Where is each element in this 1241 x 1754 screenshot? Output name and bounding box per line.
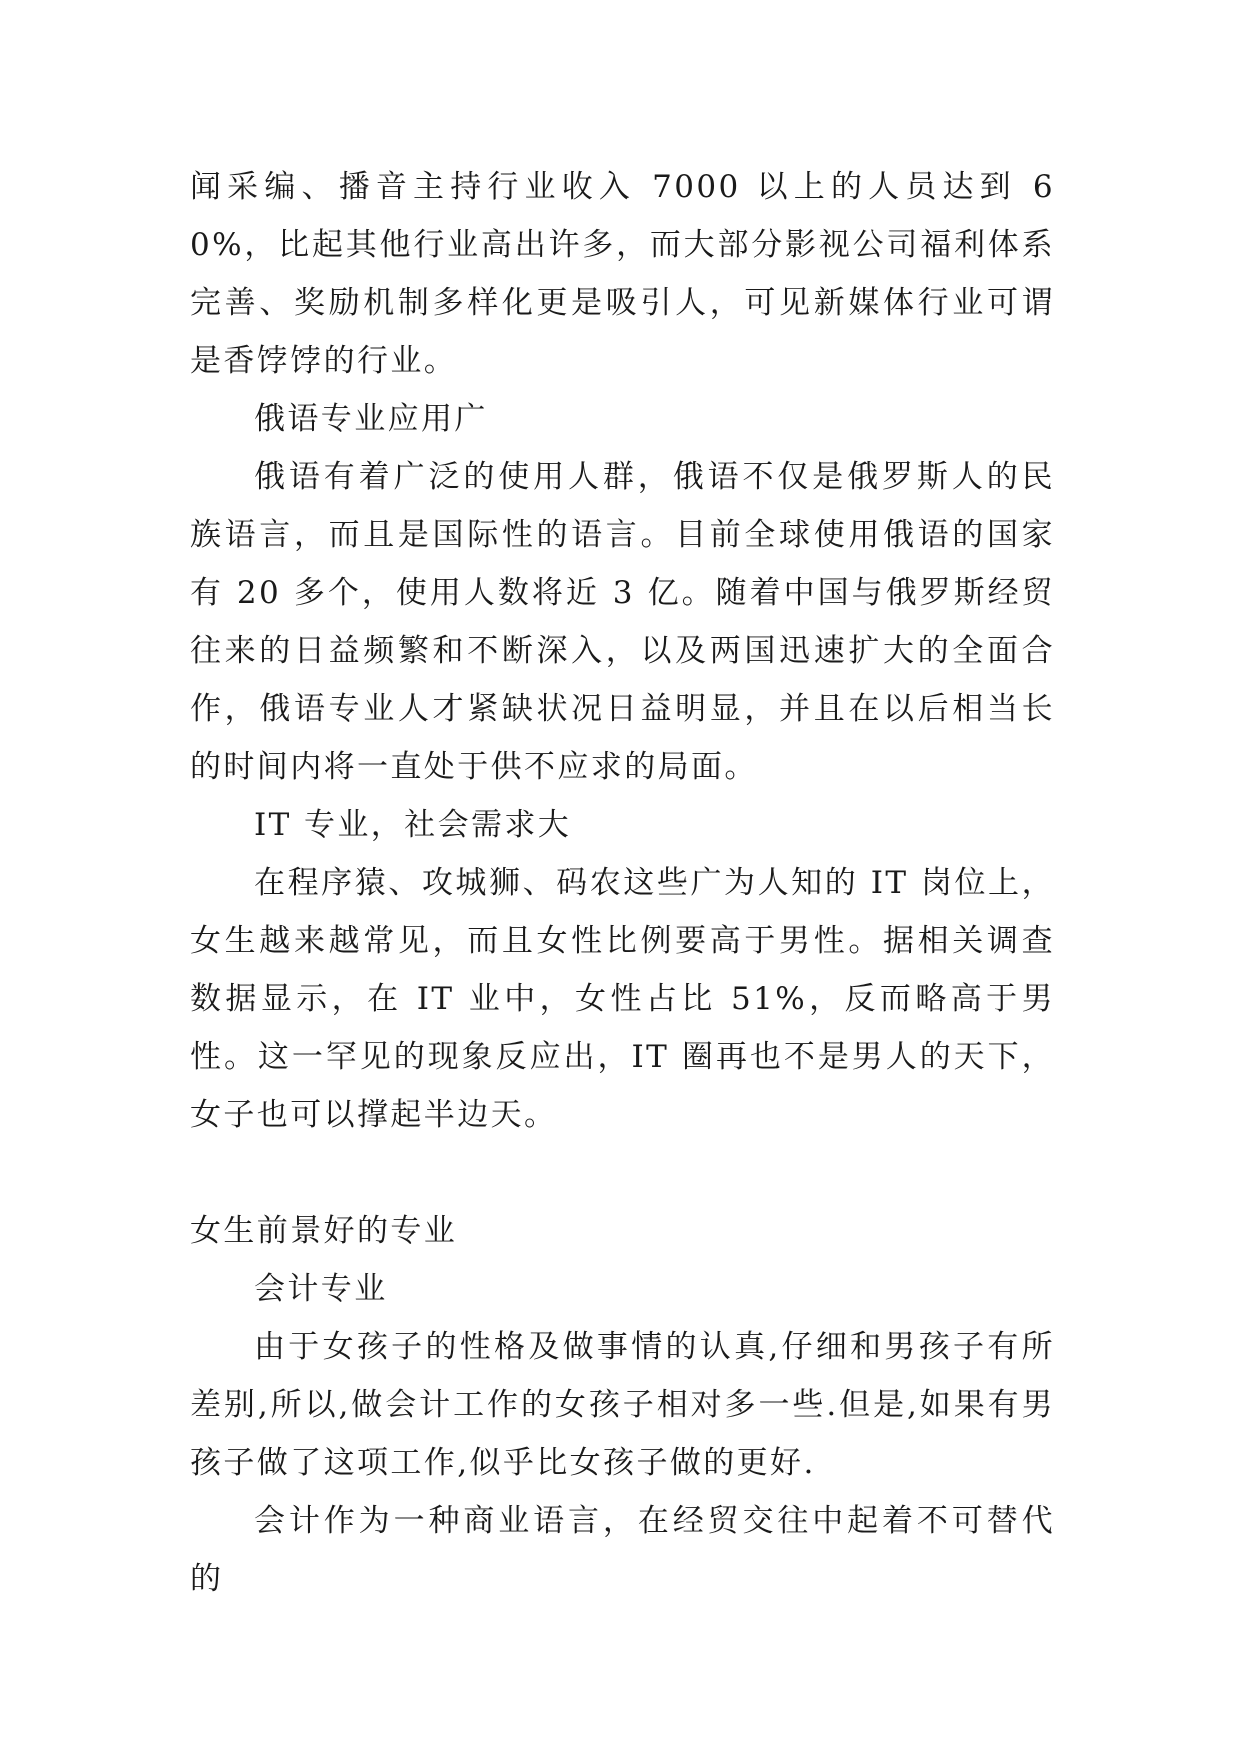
paragraph-russian-major: 俄语有着广泛的使用人群，俄语不仅是俄罗斯人的民族语言，而且是国际性的语言。目前全球使用俄语的国家有 20 多个，使用人数将近 3 亿。随着中国与俄罗斯经贸往来的日益频繁和不断深入，以及两国迅速扩大的全面合作，俄语专业人才紧缺状况日益明显，并且在以后相当长的时间内将一直处于供不应求的局面。 [190,459,1055,785]
paragraph-new-media-continued: 闻采编、播音主持行业收入 7000 以上的人员达到 60%，比起其他行业高出许多，而大部分影视公司福利体系完善、奖励机制多样化更是吸引人，可见新媒体行业可谓是香饽饽的行业。 [190,169,1055,379]
section-heading-majors-for-girls: 女生前景好的专业 [190,1213,458,1249]
document-body [190,158,1055,1608]
subheading-russian-major: 俄语专业应用广 [254,401,488,437]
subheading-accounting-major: 会计专业 [254,1271,388,1307]
paragraph-it-major: 在程序猿、攻城狮、码农这些广为人知的 IT 岗位上，女生越来越常见，而且女性比例要高于男性。据相关调查数据显示，在 IT 业中，女性占比 51%，反而略高于男性。这一罕见的现象反应出，IT 圈再也不是男人的天下，女子也可以撑起半边天。 [190,865,1055,1133]
paragraph-accounting-business-language: 会计作为一种商业语言，在经贸交往中起着不可替代的 [190,1503,1055,1597]
paragraph-accounting-girls: 由于女孩子的性格及做事情的认真,仔细和男孩子有所差别,所以,做会计工作的女孩子相对多一些.但是,如果有男孩子做了这项工作,似乎比女孩子做的更好. [190,1329,1055,1481]
subheading-it-major: IT 专业，社会需求大 [254,807,572,843]
